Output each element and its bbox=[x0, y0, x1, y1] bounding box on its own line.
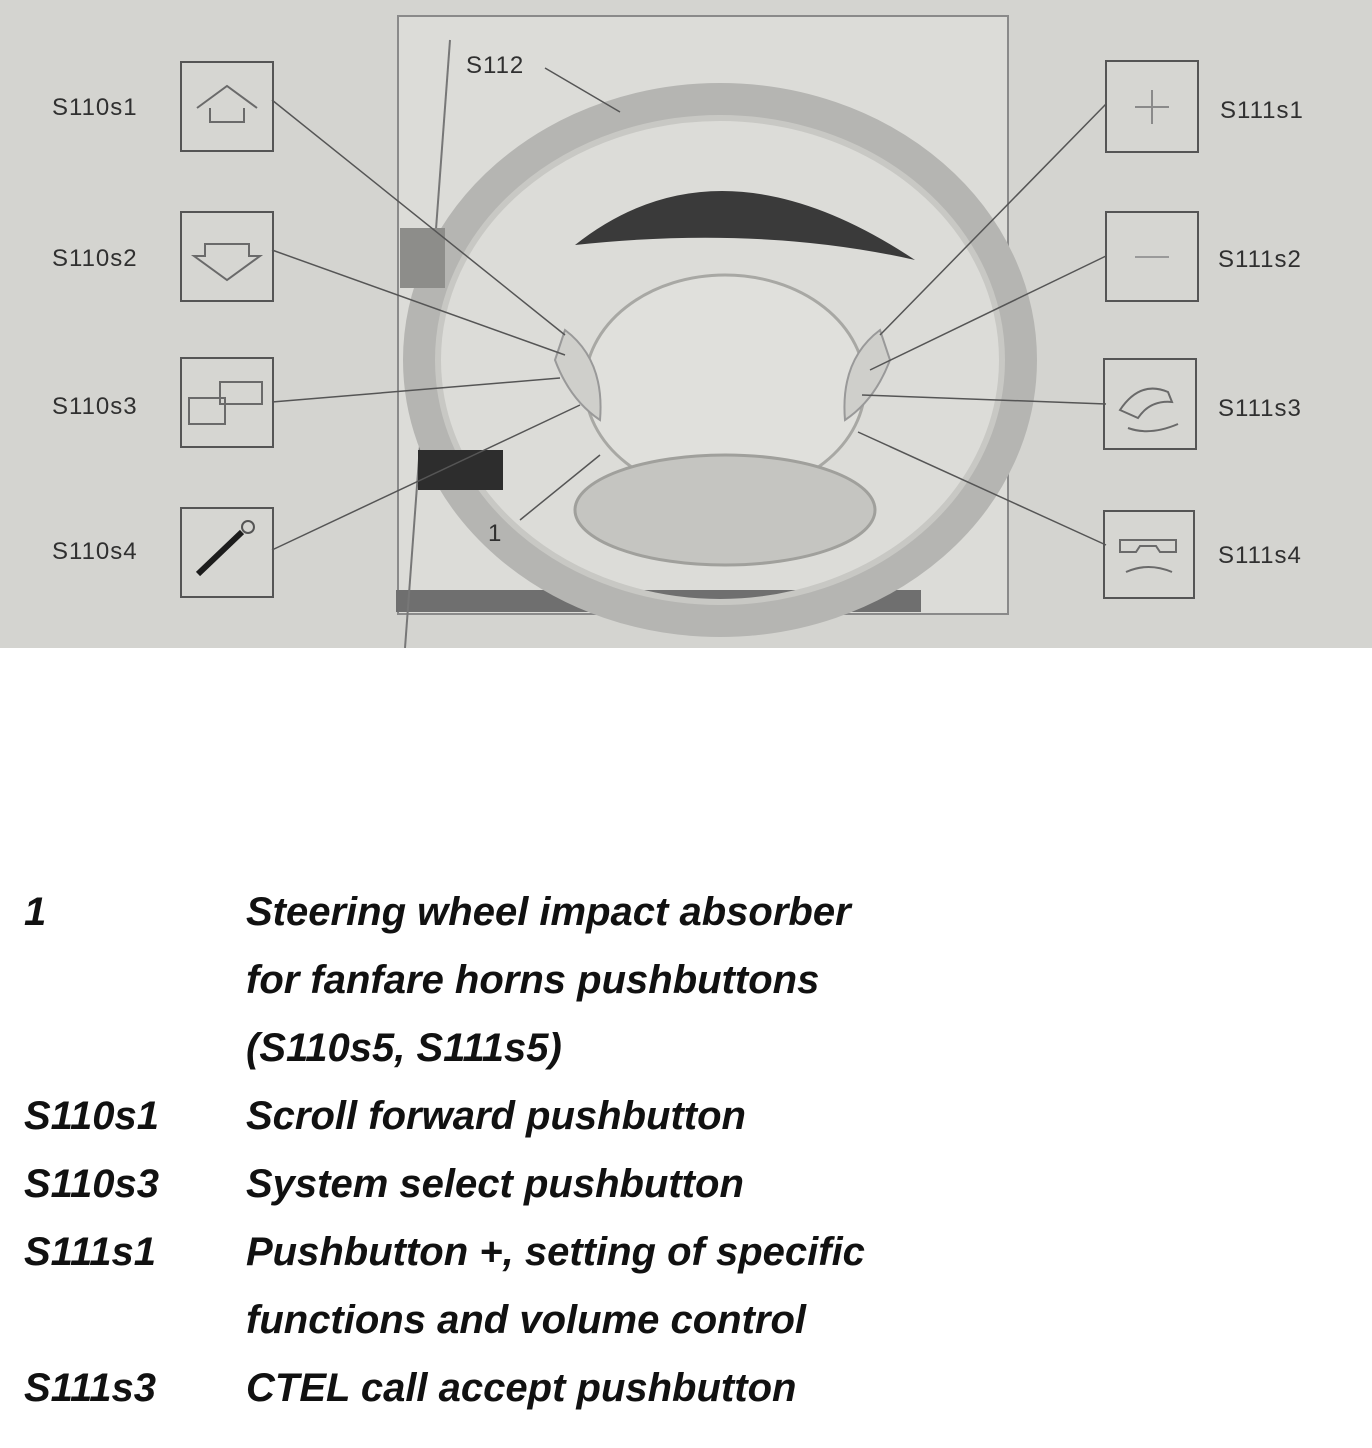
legend-key: S111s3 bbox=[24, 1366, 156, 1410]
callout-s111s2: S111s2 bbox=[1218, 246, 1302, 273]
legend-key: S110s1 bbox=[24, 1094, 159, 1138]
legend-key: 1 bbox=[24, 890, 47, 934]
legend-description bbox=[246, 878, 851, 1082]
button-box-s110s2 bbox=[181, 212, 273, 301]
legend-row bbox=[24, 1218, 1104, 1354]
legend-line: Steering wheel impact absorber bbox=[246, 890, 851, 934]
button-box-s110s1 bbox=[181, 62, 273, 151]
button-box-s110s3 bbox=[181, 358, 273, 447]
steering-wheel-drawing bbox=[0, 0, 1372, 648]
callout-s110s2: S110s2 bbox=[52, 245, 138, 272]
legend-line: (S110s5, S111s5) bbox=[246, 1026, 562, 1070]
legend-key: S110s3 bbox=[24, 1162, 159, 1206]
legend-row bbox=[24, 1354, 1104, 1422]
legend-description bbox=[246, 1082, 746, 1150]
steering-wheel-figure bbox=[0, 0, 1372, 648]
legend-description bbox=[246, 1354, 796, 1422]
callout-s110s3: S110s3 bbox=[52, 393, 138, 420]
legend-line: Pushbutton +, setting of specific bbox=[246, 1230, 865, 1274]
legend-line: System select pushbutton bbox=[246, 1162, 744, 1206]
callout-s110s4: S110s4 bbox=[52, 538, 138, 565]
button-box-s111s3 bbox=[1104, 359, 1196, 449]
button-box-s111s4 bbox=[1104, 511, 1194, 598]
legend-row bbox=[24, 878, 1104, 1082]
button-box-s110s4 bbox=[181, 508, 273, 597]
legend-row bbox=[24, 1150, 1104, 1218]
button-box-s111s2 bbox=[1106, 212, 1198, 301]
callout-s110s1: S110s1 bbox=[52, 94, 138, 121]
legend-description bbox=[246, 1150, 744, 1218]
legend-line: CTEL call accept pushbutton bbox=[246, 1366, 797, 1410]
legend-description bbox=[246, 1218, 865, 1354]
button-box-s111s1 bbox=[1106, 61, 1198, 152]
callout-s112: S112 bbox=[466, 52, 525, 79]
lower-hub bbox=[575, 455, 875, 565]
vent-slats bbox=[400, 228, 445, 288]
callout-s111s4: S111s4 bbox=[1218, 542, 1302, 569]
dark-dash-block bbox=[418, 450, 503, 490]
legend-line: Scroll forward pushbutton bbox=[246, 1094, 746, 1138]
callout-s111s1: S111s1 bbox=[1220, 97, 1304, 124]
legend-key: S111s1 bbox=[24, 1230, 156, 1274]
callout-item-1: 1 bbox=[488, 520, 503, 547]
callout-s111s3: S111s3 bbox=[1218, 395, 1302, 422]
legend-line: for fanfare horns pushbuttons bbox=[246, 958, 820, 1002]
legend-row bbox=[24, 1082, 1104, 1150]
legend bbox=[24, 878, 1104, 1422]
legend-line: functions and volume control bbox=[246, 1298, 807, 1342]
